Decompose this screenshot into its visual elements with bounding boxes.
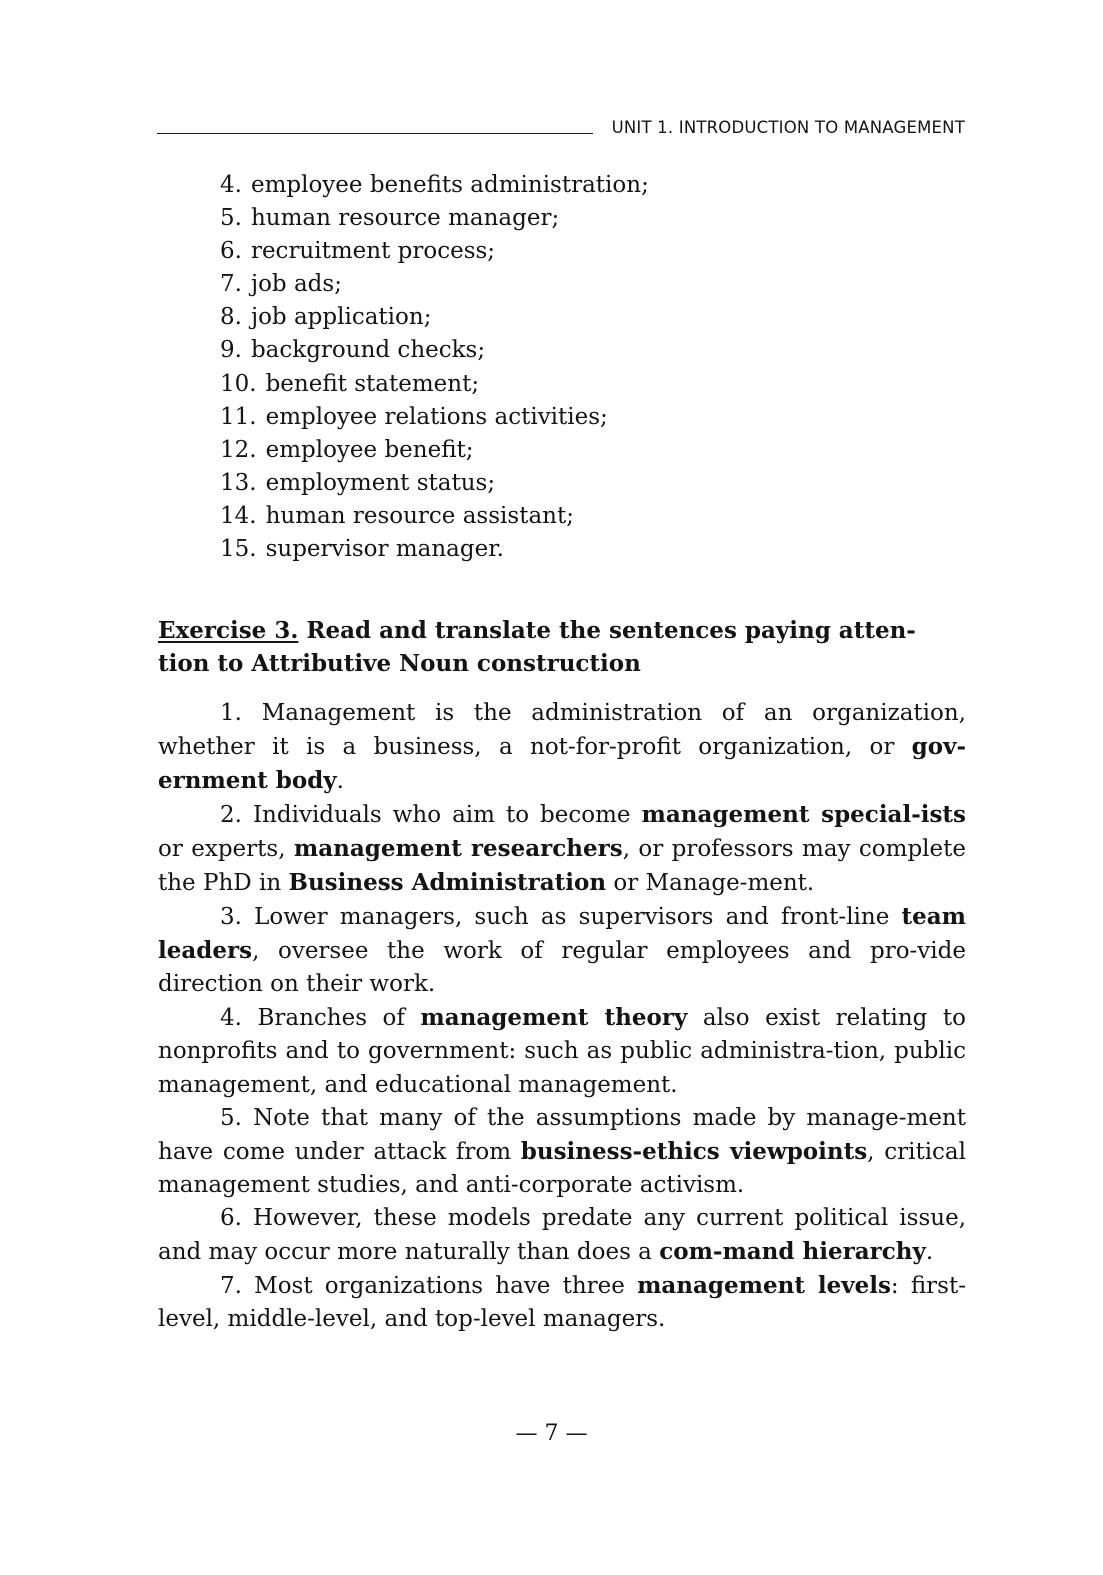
list-item: [220, 268, 649, 301]
header-title: UNIT 1. INTRODUCTION TO MANAGEMENT: [611, 118, 965, 137]
list-item: [220, 467, 649, 500]
sentence-text: .: [336, 768, 344, 795]
list-item-text: employee relations activities;: [265, 403, 608, 430]
list-item-number: 5.: [220, 205, 242, 232]
list-item: [220, 235, 649, 268]
list-item-text: human resource assistant;: [265, 502, 574, 529]
key-term: management researchers: [293, 835, 623, 863]
sentence-text: or Manage-ment.: [606, 870, 815, 897]
sentence: [158, 1202, 966, 1269]
list-item-number: 7.: [220, 271, 242, 298]
sentence-text: However, these models predate any current political issue, and may occur more naturally than does a: [158, 1204, 967, 1265]
sentence-list: [158, 697, 966, 1336]
sentence-text: Individuals who aim to become: [252, 802, 642, 829]
list-item-number: 12.: [220, 436, 257, 463]
list-item-number: 14.: [220, 502, 257, 529]
list-item: [220, 368, 649, 401]
key-term: management special-ists: [641, 801, 966, 829]
list-item: [220, 169, 649, 202]
sentence-text: also exist relating to nonprofits and to government: such as public administra-tion, public management, and educational management.: [158, 1005, 967, 1098]
exercise-heading: [158, 614, 966, 680]
list-item-text: background checks;: [250, 337, 486, 364]
sentence-text: Management is the administration of an organization, whether it is a business, a not-for-profit organization, or: [158, 700, 966, 761]
key-term: gov-ernment body: [158, 733, 966, 795]
key-term: management levels: [637, 1271, 891, 1299]
list-item-text: employment status;: [265, 469, 496, 496]
sentence-text: Most organizations have three: [254, 1272, 638, 1299]
sentence-text: , or professors may complete the PhD in: [158, 836, 967, 897]
list-item: [220, 202, 649, 235]
sentence: [158, 1269, 966, 1336]
sentence-text: , oversee the work of regular employees and pro-vide direction on their work.: [158, 938, 966, 998]
exercise-label: Exercise 3.: [158, 617, 299, 644]
running-header: [157, 118, 965, 144]
list-item: [220, 401, 649, 434]
list-item-number: 9.: [220, 337, 242, 364]
sentence: [158, 900, 966, 1001]
list-item-number: 8.: [220, 304, 242, 331]
sentence-number: 7.: [220, 1272, 242, 1299]
sentence-number: 3.: [220, 904, 242, 931]
key-term: com-mand hierarchy: [659, 1237, 926, 1265]
list-item-text: benefit statement;: [265, 370, 480, 397]
sentence-number: 1.: [220, 700, 242, 726]
page-number: — 7 —: [515, 1421, 588, 1446]
term-list: [220, 169, 649, 566]
list-item-text: human resource manager;: [250, 205, 560, 232]
list-item: [220, 533, 649, 566]
list-item-text: employee benefit;: [265, 436, 474, 463]
list-item: [220, 334, 649, 367]
sentence-number: 4.: [220, 1005, 242, 1032]
sentence-number: 2.: [220, 802, 242, 829]
list-item-text: recruitment process;: [250, 238, 496, 265]
list-item-number: 6.: [220, 238, 242, 265]
sentence: [158, 697, 966, 798]
sentence-text: Branches of: [257, 1005, 421, 1032]
sentence-text: or experts,: [158, 836, 294, 863]
list-item-number: 11.: [220, 403, 257, 430]
key-term: team leaders: [158, 903, 967, 965]
list-item-text: job ads;: [250, 271, 342, 298]
list-item: [220, 434, 649, 467]
sentence-number: 6.: [220, 1204, 242, 1231]
list-item-number: 15.: [220, 536, 257, 563]
list-item-text: employee benefits administration;: [250, 172, 649, 198]
list-item-number: 13.: [220, 469, 257, 496]
sentence: [158, 798, 966, 900]
key-term: business-ethics viewpoints: [520, 1137, 868, 1165]
header-rule: [157, 133, 593, 134]
list-item-number: 4.: [220, 172, 242, 198]
sentence-number: 5.: [220, 1104, 242, 1131]
key-term: Business Administration: [288, 869, 607, 897]
sentence-text: Note that many of the assumptions made by manage-ment have come under attack from: [158, 1104, 966, 1165]
sentence: [158, 1102, 966, 1202]
list-item-text: supervisor manager.: [265, 536, 504, 563]
sentence-text: , critical management studies, and anti-corporate activism.: [158, 1138, 966, 1198]
list-item: [220, 301, 649, 334]
sentence-text: .: [925, 1238, 934, 1265]
sentence-text: : first-level, middle-level, and top-level managers.: [158, 1272, 966, 1332]
sentence-text: Lower managers, such as supervisors and front-line: [254, 904, 902, 931]
list-item: [220, 500, 649, 533]
exercise-instruction: Read and translate the sentences paying atten-tion to Attributive Noun construction: [158, 617, 916, 677]
key-term: management theory: [420, 1004, 688, 1032]
sentence: [158, 1001, 966, 1101]
list-item-number: 10.: [220, 370, 257, 397]
list-item-text: job application;: [250, 304, 432, 331]
